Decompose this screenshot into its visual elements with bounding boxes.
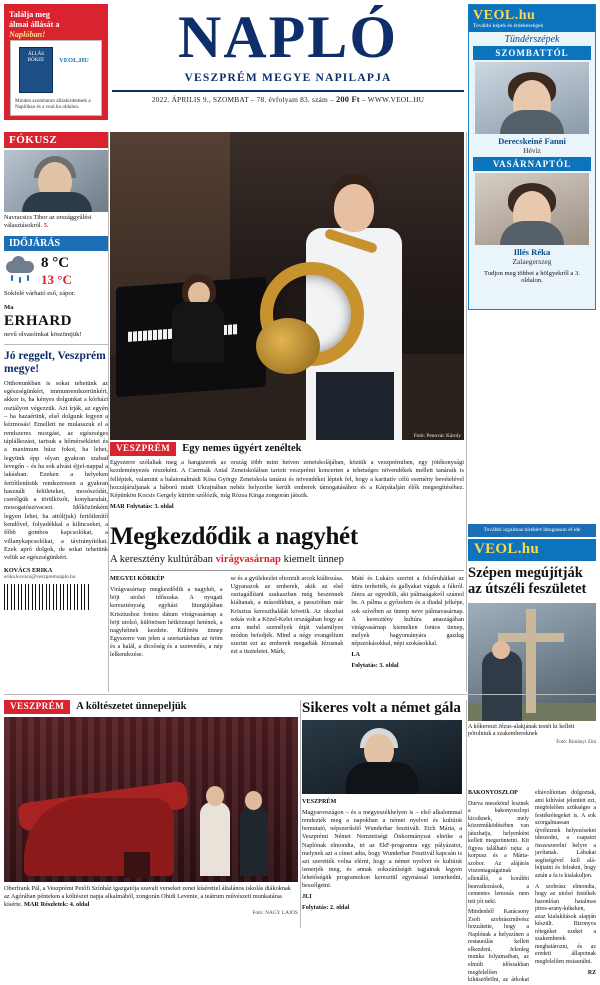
german-gala-body: Magyarországon – és a megyeszékhelyen is – első alkalommal rendezték meg a napokban a német nyelvet és kultúrát bemutató, népszerűsítő Wunderbar fesztivált. Eich Mária, a Veszprémi Német Nemzetiségi Önkormányzat elnöke a Naplónak elmondta, irt az EkF-programra egy pályázatot, melynek azt a címet adta, hogy Wunderbar Fesztivál kapcsán is azt szerették volna elérni, hogy a német nyelvet és kultúrát ismerjék meg, és annak sokszínűségét tagjainak legyen lehetőségük programokon keresztül egymással ismerkedni, beszélgetni. <box>302 809 462 889</box>
horn-bell-shape <box>256 318 320 374</box>
issue-date: 2022. ÁPRILIS 9., SZOMBAT – 78. évfolyam 83. szám – <box>151 95 334 104</box>
restorer-head-shape <box>492 641 510 659</box>
column-separator <box>108 132 109 692</box>
lead-continuation[interactable]: Folytatás: 3. oldal <box>126 502 174 510</box>
column-separator <box>466 700 467 928</box>
restorer-body-shape <box>482 651 522 721</box>
body-shape <box>346 762 418 794</box>
editorial-body: Otthonunkban is sokat tehetünk az egészségünkért, immunrendszerünkért, akkor is, ha kényes dolgunkat a kórházi osztályon végezzük. Azt írják, az egyén – ha hazaérünk, első dolgunk legyen a kézmosás! Emellett ne mulasszuk el a rendszeres mozgást, az egészséges táplálkozást, tartsuk a hőmérsékletet és a maximum húsz fokot, ha lehet, legyünk épp olyan gyakran szabad levegőn – és ha sok alvást éjjel-nappal a lakásban. Ezeken a helyeken fertőtlenítsük rendszeresen a gyakran használt felületeket, mosószódát, cserélgük a törülközőt, konyharuhát, mosogatószivacsot. Időközönként legyen lehet, ha attól(juk) fertőtlenítő kendővel, folyadékkal a kilincseket, a főbb gombos kapcsolókat, a villanykapcsolókat, a távirányítókat. Ezek apró dolgok, de sokat tehetünk velük az egészségünkért. <box>4 379 108 562</box>
temp-high: 8 °C <box>41 255 70 271</box>
piano-stool-shape <box>124 852 150 878</box>
editorial-title: Jó reggelt, Veszprém megye! <box>4 350 106 376</box>
bakonyoszlop-body-1: Durva mesekönd lesznek a bakonyoszlopi kicsiknek, mely közreműködésében van játszhatja, helyenként kellett megszüntetni. Kit figyea található rajta: a korpusz és a Mária-szobor. Az alájárás viszontagságainak ellenálló, a korábbi beavatkozások, a cementes lemosás nem tett jót neki. <box>468 800 529 905</box>
newspaper-thumbnail-icon <box>19 47 53 93</box>
issue-price: 200 Ft <box>336 95 360 104</box>
body-shape <box>500 110 564 134</box>
main-story-signature: LA <box>351 650 360 658</box>
performer-2-head-shape <box>245 791 262 810</box>
german-gala-headline[interactable]: Sikeres volt a német gála <box>302 700 461 716</box>
editorial-signature: KOVÁCS ERIKA <box>4 566 53 574</box>
veol-rail-promo[interactable] <box>468 4 596 310</box>
pianist-body-shape <box>172 302 224 362</box>
rail-contestant-2-name: Illés Réka <box>513 247 551 257</box>
rail-tagline: További képek és érdekességek <box>473 23 544 29</box>
rail-contestant-1-city: Hévíz <box>523 146 541 155</box>
body-shape <box>22 192 92 212</box>
nameday-note: nevű olvasóinkat köszöntjük! <box>4 330 82 338</box>
deck-highlight: virágvasárnap <box>215 554 281 566</box>
fokusz-caption-text: Navracsics Tibor az országgyűlési választásokról. <box>4 214 92 229</box>
nameplate <box>112 6 464 104</box>
raindrop-shape <box>11 275 13 281</box>
crucifix-caption: A kőkereszt Jézus-alakjának testét ki kellett pótolniuk a szakembereknek <box>468 723 575 738</box>
performer-2-body-shape <box>240 806 268 876</box>
jobs-promo-line1: Találja meg <box>9 10 50 19</box>
weather-temps <box>41 255 72 288</box>
performer-1-head-shape <box>206 786 224 806</box>
poetry-kicker: VESZPRÉM <box>4 700 70 714</box>
temp-low: 13 °C <box>41 272 72 287</box>
jobs-promo-line3: Naplóban! <box>9 30 46 39</box>
weather-header: IDŐJÁRÁS <box>4 236 108 251</box>
lead-body: Egyszerre szólaltak meg a hangszerek az ország több mint hetven zeneiskolájában, köztük a veszprémiben, egy jótékonysági kezdeményezés részeként. A Csermák Antal Zeneiskolában tartott veszprémi koncerten a tehetséges növendékek mellett tanáraik is felléptek, valamint a balatonalmádi Kósa György Zeneiskola tanárai és növendékei léptek fel, hogy a karitatív célú esemény bevételével hozzájáruljanak a háború miatt Ukrajnában nehéz helyzetbe került emberek támogatásához és a Kárpátalján élők megsegítéséhez. Képünkön Kocsis Gergely kürtön szólózik, míg Rózsa Kinga zongorán játszik. <box>110 459 464 500</box>
veol-logo <box>473 8 591 24</box>
main-story-col2: se és a gyülekezlet eltorzult arcok kiáltozása. Ugyanazok az emberek, akik az első osztagállítani szakaszban még beszennek kiáltanak, a másodikban, a passzióban már Krisztus kereszthalálát követik. Az okozhat sokás volt a Közel-Kelet országában hogy az arra mehő személyek útját valamilyen módon befedjék. Mind a négy evangélium szerint ezt az emberek megadták Jézusnak ezt a tiszteletet. Márk, <box>230 575 344 655</box>
weather-note: Sokfelé várható eső, zápor. <box>4 290 76 297</box>
barcode <box>4 584 90 610</box>
german-gala-signature: JLI <box>302 892 312 900</box>
body-shape <box>500 221 564 245</box>
divider <box>4 344 108 345</box>
rail-contestant-1-name: Derecskeiné Fanni <box>498 136 566 146</box>
rain-cloud-icon <box>6 259 36 285</box>
jobs-promo-image <box>10 40 102 116</box>
poetry-byline: MAR <box>23 901 39 909</box>
rail-contestant-2-city: Zalaegerszeg <box>512 257 552 266</box>
german-gala-photo <box>302 720 462 794</box>
rail-band-saturday: SZOMBATTÓL <box>473 46 591 60</box>
veol-logo <box>468 539 596 558</box>
lead-photo-credit: Fotó: Penovác Károly <box>413 433 461 439</box>
lead-kicker: VESZPRÉM <box>110 442 176 456</box>
german-gala-text <box>302 798 462 915</box>
veol-logo-small: VEOL.HU <box>59 57 89 64</box>
fokusz-photo <box>4 150 108 212</box>
rail-campaign-name: Tündérszépek <box>504 34 560 45</box>
bakonyoszlop-signature: RZ <box>587 969 596 976</box>
deck-after: kiemelt ünnep <box>280 554 344 566</box>
crucifix-story <box>468 566 596 745</box>
veol-logo-text: VEOL <box>474 541 518 557</box>
poetry-caption-text: Oberfrank Pál, a Veszprémi Petőfi Színház igazgatója szavalt verseket zenei kísérettel általános iskolás diákoknak az Agórában pénteken a költészet napja alkalmából, zongorán Ohidi Levente, a teátrum művészeti munkatársa kísérte. <box>4 885 291 909</box>
hornist-head-shape <box>334 184 374 232</box>
hornist-trousers-shape <box>316 372 394 440</box>
main-story-headline[interactable]: Megkezdődik a nagyhét <box>110 523 358 550</box>
bakonyoszlop-body-2: Mindenből Karácsony Zsolt szobrászművész hozzátette, hogy a Naplónak a helyszínen a restaurálás kellett elkezdeni. Jelenleg munka folyamatban, az elmúlt időszakban megfelelően kiküszöbölni, az árkokat eltávolítottan dolgoztak, ami kihívást jelentett ezt, megfelelően szükséges a festékrétegeket is. A sok szorgalmassan újvéleznek helyezéseket ideszedni, a csapatot összeszerelni helyre a javítanak. Lábukat segítségével kell alá-bújtatni és felrakni, hogy aztán a fa is kialakuljon. <box>468 790 596 984</box>
bakonyoszlop-columns <box>468 790 596 985</box>
cloud-shape <box>6 261 34 273</box>
deck-before: A keresztény kultúrában <box>110 554 216 566</box>
poetry-continuation[interactable]: Részletek: 4. oldal <box>40 901 90 909</box>
lead-kicker-row <box>110 442 464 456</box>
editorial-email: erika.kovacs@veszpremnaplo.hu <box>4 573 76 580</box>
german-gala-story <box>302 700 462 915</box>
jobs-promo-box[interactable] <box>4 4 108 120</box>
fokusz-caption <box>4 214 108 230</box>
crucifix-headline[interactable]: Szépen megújítják az útszéli feszületet <box>468 565 587 597</box>
veol-logo-text: VEOL <box>473 8 515 23</box>
veol-logo-box[interactable] <box>468 539 596 561</box>
fokusz-column <box>4 132 108 610</box>
masthead-subtitle: VESZPRÉM MEGYE NAPILAPJA <box>184 72 392 84</box>
lead-photo <box>110 132 464 440</box>
nameday-block <box>4 304 108 339</box>
grand-piano-shape <box>24 798 174 876</box>
main-story <box>110 524 464 670</box>
raindrop-shape <box>27 275 29 281</box>
lead-byline-initials: MAR <box>110 502 125 510</box>
fokusz-header: FÓKUSZ <box>4 132 108 148</box>
main-story-columns <box>110 575 464 670</box>
bakonyoszlop-body-3: A szobrász elmondta, hogy az utolsó festékek hasonlóan hatalmas piros-arany-kékeken, azaz kialakítások alapján készült. Bizonyos rétegeket ezeket a szakemberek meghatározni, és az eredeti állapotnak megfelelően restaurálni. <box>535 883 596 966</box>
masthead-meta <box>112 95 464 104</box>
main-story-col1-kicker: MEGYEI KÖRKÉP <box>110 575 165 583</box>
section-separator <box>4 694 596 695</box>
crucifix-photo-credit: Fotó: Rimányi Zita <box>556 739 596 746</box>
rail-band-sunday: VASÁRNAPTÓL <box>473 157 591 171</box>
veol-logo-suffix: .hu <box>514 8 536 23</box>
raindrop-shape <box>19 277 21 283</box>
poetry-kicker-row <box>4 700 298 714</box>
divider <box>110 570 464 571</box>
page-title: NAPLÓ <box>178 4 398 70</box>
bakonyoszlop-story <box>468 790 596 985</box>
poetry-photo-credit: Fotó: NAGY LAJOS <box>252 909 298 916</box>
performer-1-body-shape <box>200 802 230 876</box>
fokusz-caption-page: 5. <box>43 222 49 229</box>
rail-photo-contestant-2 <box>475 173 589 245</box>
german-gala-kicker: VESZPRÉM <box>302 798 337 806</box>
veol-link-strip[interactable]: További izgalmas hírekért látogasson el ide <box>468 524 596 537</box>
poetry-caption <box>4 885 298 910</box>
weather-body <box>4 251 108 290</box>
rail-footnote: Tudjon meg többet a hölgyekről a 3. oldalon. <box>484 270 580 284</box>
cross-horizontal-shape <box>498 633 564 642</box>
german-gala-continuation[interactable]: Folytatás: 2. oldal <box>302 903 350 911</box>
bakonyoszlop-kicker: BAKONYOSZLOP <box>468 790 518 796</box>
lead-title[interactable]: Egy nemes ügyért zenéltek <box>182 443 302 454</box>
main-story-col1: Virágvasárnap megkezdődik a nagyhét, a böjt utolsó időszaka. A nyugati kereszténység egyházi liturgiájában Krisztushoz fontos dátum virágvasárnap a böjt utolsó, különösen hétköznapi hetének, a nagyhétnek kezdete. Különös ünnep Egyszerre van jelen a szertartásban az öröm és a halál, a dicsőség és a szenvedés, a nép lelkendezése. <box>110 586 223 658</box>
lead-byline <box>110 503 464 510</box>
poetry-title[interactable]: A költészetet ünnepeljük <box>76 701 187 712</box>
jobs-promo-text <box>9 10 105 40</box>
poetry-photo <box>4 717 298 882</box>
main-story-deck <box>110 554 464 565</box>
jobs-promo-line2: álmai állását a <box>9 20 60 29</box>
jobs-promo-book-text: ÁLLÁS BÖRZE <box>27 52 45 63</box>
main-story-col3: Máté és Lukács szerint a felsőruháikat az úttra terítették, és gallyakat vágtak a fákról. János az egyedüli, aki pálmaágakról számol be. A pálma a győzelem és a diadal jelképe, sok szívében az ünnep neve pálmavasárnap. A keresztény kultúra anaszágában virágvasárnap kiemelten fontos ünnep, melyek hagyományára gazdag népszokásokkal, népi szokásokkal. <box>351 575 464 647</box>
crucifix-photo <box>468 603 596 721</box>
jobs-promo-caption: Minden szombaton álláshirdetések a Naplóban és a veol.hu oldalon. <box>15 98 91 111</box>
column-separator <box>300 700 301 928</box>
cross-vertical-shape <box>526 609 536 713</box>
main-story-continuation[interactable]: Folytatás: 3. oldal <box>351 661 399 669</box>
nameday-name: ERHARD <box>4 313 73 330</box>
nameday-label: Ma <box>4 303 14 311</box>
issue-website: – WWW.VEOL.HU <box>361 95 425 104</box>
rail-photo-contestant-1 <box>475 62 589 134</box>
masthead-rule <box>112 90 464 92</box>
lead-caption-block <box>110 442 464 510</box>
poetry-story <box>4 700 298 916</box>
column-separator <box>466 132 467 692</box>
veol-logo-suffix: .hu <box>517 541 540 557</box>
rail-brand-header <box>469 5 595 32</box>
